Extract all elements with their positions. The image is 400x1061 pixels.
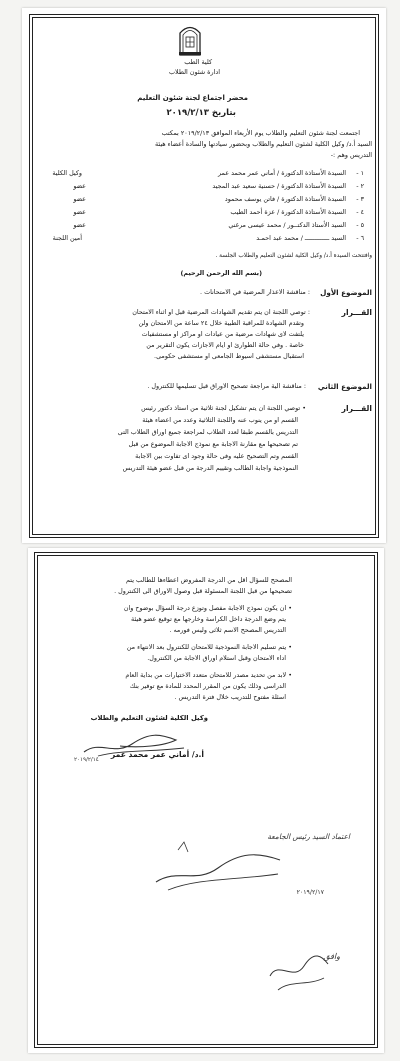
- decision-2-line: • توصي اللجنة ان يتم تشكيل لجنة ثلاثية من استاذ دكتور رئيس: [141, 404, 306, 412]
- member-number: ٥ -: [356, 221, 364, 229]
- bullet-line: اسئلة مفتوح للتدريب خلال فترة التدريس .: [174, 693, 286, 701]
- member-name: السيد الأستاذ الدكتــور / محمد عيسى مرغني: [228, 221, 346, 229]
- decision-2-line: النموذجية واجابة الطالب وتقييم الدرجة من قبل عضو هيئة التدريس: [122, 464, 298, 472]
- bullet-line: اداء الامتحان وقبل استلام اوراق الاجابة من الكنترول.: [147, 654, 286, 662]
- approval-date-handwritten: ٢٠١٩/٢/١٧: [296, 889, 324, 896]
- bullet-line: يتم وضع الدرجة داخل الكراسة وخارجها مع توقيع عضو هيئة: [131, 615, 286, 623]
- continued-line: تصحيحها من قبل اللجنة المسئولة قبل وصول الاوراق الى الكنترول .: [114, 587, 292, 595]
- decision-2-line: تم تصحيحها مع مقارنة الاجابة مع نموذج الاجابة الموضوع من قبل: [128, 440, 298, 448]
- intro-line-2: السيد أ.د/ وكيل الكلية لشئون التعليم والطلاب وبحضور سيادتها والسادة أعضاء هيئة: [154, 140, 372, 148]
- document-page-2: [28, 548, 384, 1053]
- member-role: عضو: [73, 182, 86, 190]
- handwritten-approval-word: وافق: [323, 952, 340, 961]
- decision-1-line: خاصة . وفي حالة الطوارئ او ايام الاجازات يكون التقرير من: [146, 341, 304, 349]
- signature-date-handwritten: ٢٠١٩/٢/١٤: [74, 757, 99, 763]
- document-page-1: [22, 8, 386, 543]
- member-number: ١ -: [356, 169, 364, 177]
- member-name: السيدة الأستاذة الدكتورة / عزة أحمد الطيب: [230, 208, 346, 216]
- member-role: عضو: [73, 195, 86, 203]
- signatory-name: أ.د/ أماني عمر محمد عمر: [110, 750, 204, 759]
- decision-2-line: القسم او من ينوب عنه واللجنة الثلاثية وعدد من اعضاء هيئة: [142, 416, 298, 424]
- member-number: ٤ -: [356, 208, 364, 216]
- topic-1-text: : مناقشة الاعذار المرضية في الامتحانات .: [200, 288, 310, 296]
- member-number: ٣ -: [356, 195, 364, 203]
- member-role: عضو: [73, 208, 86, 216]
- handwritten-approval-note: اعتماد السيد رئيس الجامعة: [267, 832, 350, 841]
- topic-1-label: الموضوع الأول: [320, 288, 372, 297]
- bullet-line: • لابد من تحديد مصدر للامتحان متعدد الاختيارات من بداية العام: [125, 671, 292, 679]
- decision-1-label: القـــرار: [341, 308, 372, 317]
- member-number: ٦ -: [356, 234, 364, 242]
- faculty-logo-icon: [177, 22, 203, 56]
- topic-2-label: الموضوع الثاني: [317, 382, 372, 391]
- member-role: عضو: [73, 221, 86, 229]
- meeting-date: بتاريخ ٢٠١٩/٢/١٣: [166, 108, 236, 118]
- decision-1-line: وتقدم الشهادة للمراقبة الطبية خلال ٢٤ ساعة من الامتحان ولن: [138, 319, 304, 327]
- continued-line: المصحح للسؤال اقل من الدرجة المفروض اعطاءها للطالب يتم: [126, 576, 292, 584]
- topic-2-text: : مناقشة الية مراجعة تصحيح الاوراق قبل تسليمها للكنترول .: [147, 382, 306, 390]
- member-number: ٢ -: [356, 182, 364, 190]
- bullet-line: التدريس المصحح الاسم ثلاثى وليس فورمه .: [169, 626, 286, 634]
- member-name: السيد ـــــــــــــ / محمد عبد احمـد: [256, 234, 346, 242]
- handwritten-approval-signature-icon: [148, 838, 288, 898]
- basmala: (بسم الله الرحمن الرحيم): [180, 269, 262, 277]
- intro-line-3: التدريس وهم :-: [330, 151, 372, 159]
- bullet-line: الدراسى وذلك يكون من المقرر المحدد للمادة مع توفير بنك: [129, 682, 286, 690]
- member-role: وكيل الكلية: [52, 169, 82, 177]
- member-role: أمين اللجنة: [52, 234, 82, 242]
- intro-line-1: اجتمعت لجنة شئون التعليم والطلاب يوم الأربعاء الموافق ٢٠١٩/٢/١٣ بمكتب: [161, 129, 360, 137]
- opening-statement: وافتتحت السيدة أ.د/ وكيل الكلية لشئون التعليم والطلاب الجلسة .: [215, 253, 372, 259]
- bullet-line: • يتم تسليم الاجابة النموذجية للامتحان للكنترول بعد الانتهاء من: [126, 643, 292, 651]
- decision-1-line: : توصي اللجنة ان يتم تقديم الشهادات المرضية قبل او اثناء الامتحان: [132, 308, 310, 316]
- decision-1-line: يلتفت لاى شهادات مرضية من عيادات او مراكز او مستشفيات: [141, 330, 304, 338]
- decision-1-line: استقبال مستشفى اسيوط الجامعى او مستشفى حكومى.: [154, 352, 304, 360]
- decision-2-label: القـــرار: [341, 404, 372, 413]
- handwritten-initials-icon: [264, 946, 334, 996]
- decision-2-line: القسم وتم التصحيح عليه وفى حالة وجود اى تفاوت بين الاجابة: [135, 452, 298, 460]
- department-name: ادارة شئون الطلاب: [169, 68, 220, 76]
- member-name: السيدة الأستاذة الدكتورة / حسنية سعيد عبد المجيد: [212, 182, 346, 190]
- member-name: السيدة الأستاذة الدكتورة / فاتن يوسف محمود: [224, 195, 346, 203]
- member-name: السيدة الأستاذة الدكتورة / أماني عمر محمد عمر: [218, 169, 346, 177]
- decision-2-line: التدريس بالقسم طبقا لعدد الطلاب لمراجعة جميع اوراق الطلاب التى: [117, 428, 298, 436]
- bullet-line: • ان يكون نموذج الاجابة مفصل وتوزع درجة السؤال بوضوح وان: [123, 604, 292, 612]
- signatory-title: وكيل الكلية لشئون التعليم والطلاب: [90, 714, 208, 722]
- faculty-name: كلية الطب: [184, 58, 212, 66]
- page-title: محضر اجتماع لجنة شئون التعليم: [137, 94, 248, 102]
